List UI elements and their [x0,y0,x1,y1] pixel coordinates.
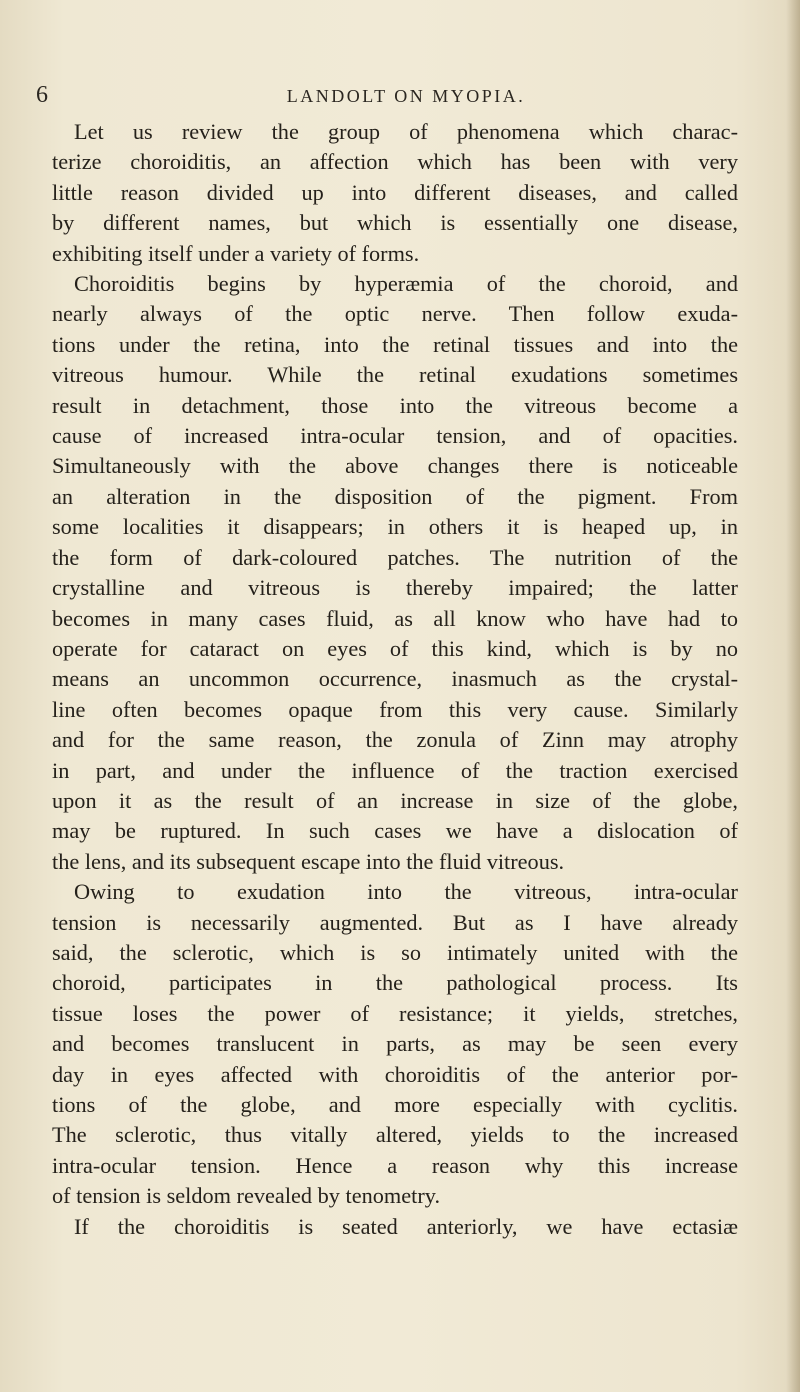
text-line: said, the sclerotic, which is so intimately united with the [52,939,738,965]
page-edge-shadow [786,0,800,1392]
text-line: operate for cataract on eyes of this kind, which is by no [52,635,738,661]
text-line: vitreous humour. While the retinal exudations sometimes [52,362,738,388]
text-line: Simultaneously with the above changes there is noticeable [52,453,738,479]
text-line: day in eyes affected with choroiditis of the anterior por- [52,1061,738,1087]
text-line: nearly always of the optic nerve. Then follow exuda- [52,301,738,327]
text-line: and becomes translucent in parts, as may be seen every [52,1031,738,1057]
text-line: some localities it disappears; in others it is heaped up, in [52,514,738,540]
text-line: Let us review the group of phenomena which charac- [74,119,738,144]
text-line: upon it as the result of an increase in size of the globe, [52,787,738,813]
page-header [36,80,756,110]
text-line: may be ruptured. In such cases we have a dislocation of [52,818,738,844]
text-line: becomes in many cases fluid, as all know who have had to [52,605,738,631]
text-line: by different names, but which is essentially one disease, [52,210,738,236]
text-line: line often becomes opaque from this very cause. Similarly [52,696,738,722]
body-text [52,117,738,1242]
text-line: little reason divided up into different diseases, and called [52,179,738,205]
text-line: Choroiditis begins by hyperæmia of the choroid, and [74,271,738,297]
text-line: tissue loses the power of resistance; it yields, stretches, [52,1000,738,1026]
text-line: an alteration in the disposition of the pigment. From [52,483,738,509]
text-line: of tension is seldom revealed by tenometry. [52,1183,441,1209]
text-line: tions under the retina, into the retinal tissues and into the [52,331,738,357]
running-head: LANDOLT ON MYOPIA. [286,86,526,106]
text-line: Owing to exudation into the vitreous, intra-ocular [74,879,738,905]
text-line: terize choroiditis, an affection which has been with very [52,149,738,175]
text-line: choroid, participates in the pathological process. Its [52,970,738,996]
text-line: means an uncommon occurrence, inasmuch as the crystal- [52,666,738,692]
text-line: tension is necessarily augmented. But as I have already [52,909,738,935]
text-line: the form of dark-coloured patches. The nutrition of the [52,544,738,570]
text-line: the lens, and its subsequent escape into the fluid vitreous. [52,848,565,874]
text-line: crystalline and vitreous is thereby impaired; the latter [52,575,738,601]
text-line: exhibiting itself under a variety of forms. [52,240,420,266]
page-number: 6 [36,82,48,108]
text-line: tions of the globe, and more especially with cyclitis. [52,1092,738,1117]
text-line: result in detachment, those into the vitreous become a [52,392,738,418]
text-line: intra-ocular tension. Hence a reason why this increase [52,1152,738,1178]
text-line: If the choroiditis is seated anteriorly, we have ectasiæ [74,1213,738,1239]
text-line: and for the same reason, the zonula of Zinn may atrophy [52,727,738,753]
text-line: The sclerotic, thus vitally altered, yields to the increased [52,1122,738,1148]
text-line: cause of increased intra-ocular tension, and of opacities. [52,423,738,449]
text-line: in part, and under the influence of the traction exercised [52,757,738,783]
